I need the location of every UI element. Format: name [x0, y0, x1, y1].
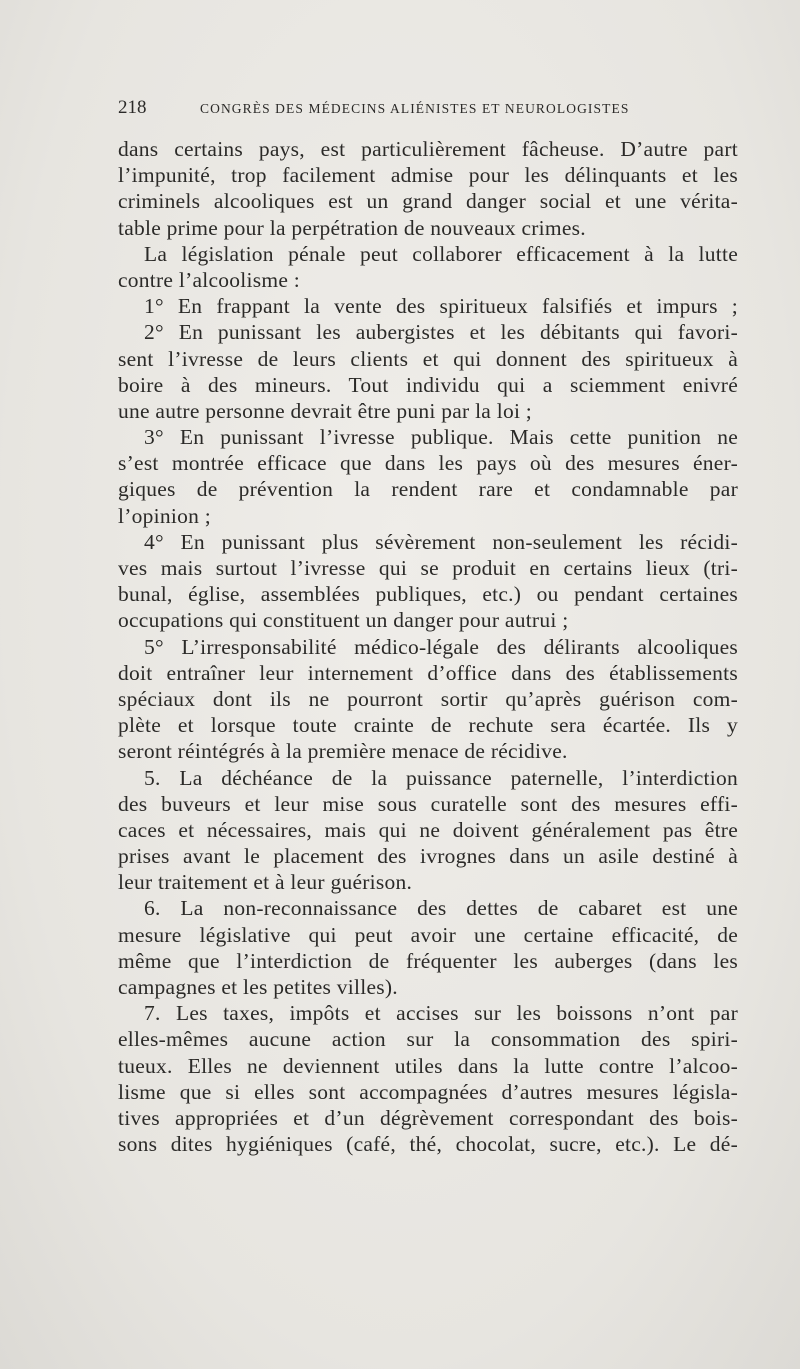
- text-line: des buveurs et leur mise sous curatelle sont des mesures effi-: [118, 791, 738, 816]
- text-line: elles-mêmes aucune action sur la consommation des spiri-: [118, 1027, 738, 1052]
- text-line: boire à des mineurs. Tout individu qui a sciemment enivré: [118, 372, 738, 397]
- text-line: table prime pour la perpétration de nouveaux crimes.: [118, 215, 586, 240]
- text-line: seront réintégrés à la première menace de récidive.: [118, 739, 568, 764]
- text-line: même que l’interdiction de fréquenter les auberges (dans les: [118, 948, 738, 973]
- text-line: caces et nécessaires, mais qui ne doivent généralement pas être: [118, 817, 738, 842]
- text-line: 6. La non-reconnaissance des dettes de cabaret est une: [144, 896, 738, 921]
- text-line: spéciaux dont ils ne pourront sortir qu’après guérison com-: [118, 686, 738, 711]
- text-line: 3° En punissant l’ivresse publique. Mais cette punition ne: [144, 425, 738, 450]
- text-line: giques de prévention la rendent rare et condamnable par: [118, 477, 738, 502]
- text-line: sent l’ivresse de leurs clients et qui donnent des spiritueux à: [118, 346, 738, 371]
- text-line: La législation pénale peut collaborer efficacement à la lutte: [144, 241, 738, 266]
- body-text: [118, 136, 738, 1157]
- text-line: dans certains pays, est particulièrement fâcheuse. D’autre part: [118, 137, 738, 161]
- text-line: tueux. Elles ne deviennent utiles dans la lutte contre l’alcoo-: [118, 1053, 738, 1078]
- running-title: CONGRÈS DES MÉDECINS ALIÉNISTES ET NEUROLOGISTES: [200, 101, 630, 116]
- text-line: lisme que si elles sont accompagnées d’autres mesures législa-: [118, 1079, 738, 1104]
- text-line: s’est montrée efficace que dans les pays où des mesures éner-: [118, 451, 738, 476]
- text-line: prises avant le placement des ivrognes dans un asile destiné à: [118, 844, 738, 869]
- text-line: tives appropriées et d’un dégrèvement correspondant des bois-: [118, 1105, 738, 1130]
- text-line: 5. La déchéance de la puissance paternelle, l’interdiction: [144, 765, 738, 790]
- text-line: 5° L’irresponsabilité médico-légale des délirants alcooliques: [144, 634, 738, 659]
- text-line: ves mais surtout l’ivresse qui se produit en certains lieux (tri-: [118, 556, 738, 580]
- text-line: 2° En punissant les aubergistes et les débitants qui favori-: [144, 320, 738, 345]
- text-line: mesure législative qui peut avoir une certaine efficacité, de: [118, 922, 738, 947]
- text-line: bunal, église, assemblées publiques, etc.) ou pendant certaines: [118, 582, 738, 607]
- text-line: 1° En frappant la vente des spiritueux falsifiés et impurs ;: [144, 294, 738, 319]
- text-line: l’impunité, trop facilement admise pour les délinquants et les: [118, 163, 738, 188]
- text-line: l’opinion ;: [118, 503, 211, 528]
- text-line: plète et lorsque toute crainte de rechute sera écartée. Ils y: [118, 713, 738, 738]
- text-line: 4° En punissant plus sévèrement non-seulement les récidi-: [144, 529, 738, 554]
- page-number: 218: [118, 97, 147, 118]
- text-line: occupations qui constituent un danger pour autrui ;: [118, 608, 569, 633]
- page-header: [118, 97, 738, 127]
- text-line: sons dites hygiéniques (café, thé, chocolat, sucre, etc.). Le dé-: [118, 1132, 738, 1157]
- text-line: contre l’alcoolisme :: [118, 267, 300, 292]
- text-line: une autre personne devrait être puni par la loi ;: [118, 398, 533, 423]
- text-line: leur traitement et à leur guérison.: [118, 870, 413, 895]
- text-line: criminels alcooliques est un grand danger social et une vérita-: [118, 189, 738, 214]
- text-line: 7. Les taxes, impôts et accises sur les boissons n’ont par: [144, 1001, 738, 1026]
- text-line: campagnes et les petites villes).: [118, 975, 398, 999]
- text-line: doit entraîner leur internement d’office dans des établissements: [118, 660, 738, 685]
